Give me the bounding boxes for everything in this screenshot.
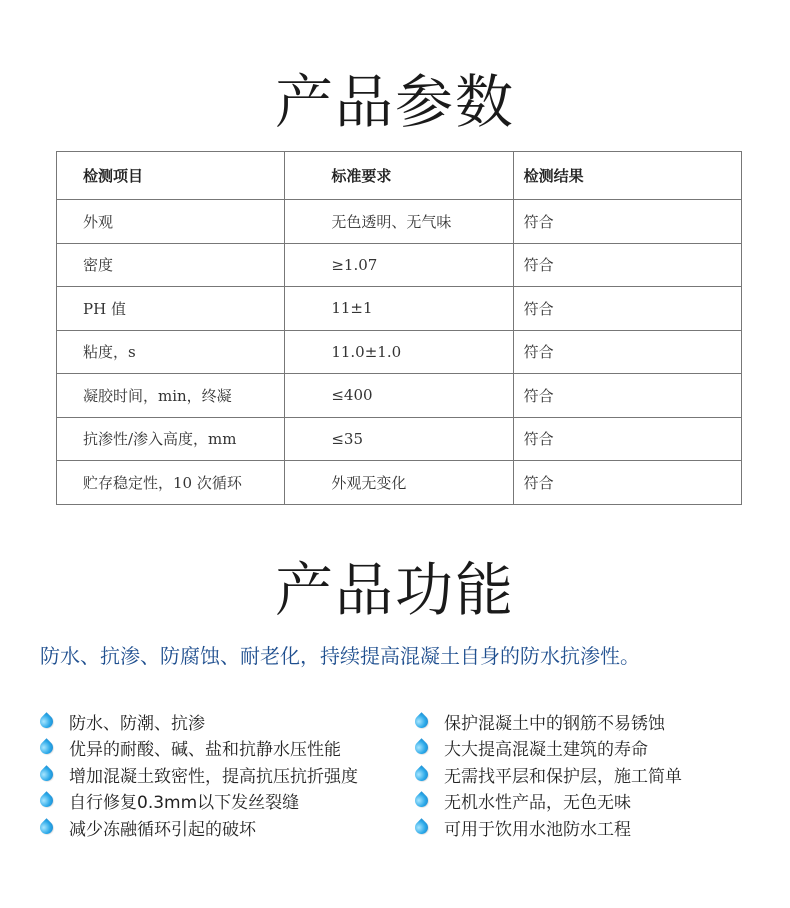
cell-result: 符合 <box>513 200 741 244</box>
feature-text: 减少冻融循环引起的破坏 <box>69 819 256 840</box>
cell-item: 粘度，s <box>57 330 285 374</box>
features-list-right <box>415 708 682 841</box>
table-row <box>57 200 742 244</box>
feature-text: 可用于饮用水池防水工程 <box>444 819 631 840</box>
water-drop-icon <box>37 765 55 783</box>
table-header-row <box>57 152 742 200</box>
header-standard: 标准要求 <box>285 152 513 200</box>
table-row <box>57 417 742 461</box>
table-row <box>57 374 742 418</box>
table-row <box>57 243 742 287</box>
list-item <box>40 814 358 841</box>
function-section-title: 产品功能 <box>274 556 515 624</box>
cell-result: 符合 <box>513 417 741 461</box>
list-item <box>40 788 358 815</box>
list-item <box>415 814 682 841</box>
cell-item: 外观 <box>57 200 285 244</box>
features-list-left <box>40 708 358 841</box>
feature-text: 保护混凝土中的钢筋不易锈蚀 <box>444 713 665 734</box>
table-row <box>57 287 742 331</box>
water-drop-icon <box>37 739 55 757</box>
list-item <box>40 735 358 762</box>
feature-text: 无机水性产品，无色无味 <box>444 793 631 814</box>
cell-result: 符合 <box>513 330 741 374</box>
feature-text: 大大提高混凝土建筑的寿命 <box>444 740 648 761</box>
cell-standard: 11±1 <box>285 287 513 331</box>
cell-item: 凝胶时间，min，终凝 <box>57 374 285 418</box>
water-drop-icon <box>37 818 55 836</box>
table-row <box>57 330 742 374</box>
header-result: 检测结果 <box>513 152 741 200</box>
feature-text: 增加混凝土致密性，提高抗压抗折强度 <box>69 766 358 787</box>
cell-standard: ≤400 <box>285 374 513 418</box>
water-drop-icon <box>37 712 55 730</box>
water-drop-icon <box>37 792 55 810</box>
list-item <box>40 708 358 735</box>
list-item <box>415 708 682 735</box>
feature-text: 防水、防潮、抗渗 <box>69 713 205 734</box>
water-drop-icon <box>412 792 430 810</box>
cell-result: 符合 <box>513 461 741 505</box>
cell-item: PH 值 <box>57 287 285 331</box>
cell-result: 符合 <box>513 287 741 331</box>
cell-item: 贮存稳定性，10 次循环 <box>57 461 285 505</box>
feature-text: 优异的耐酸、碱、盐和抗静水压性能 <box>69 740 341 761</box>
list-item <box>415 788 682 815</box>
cell-standard: ≤35 <box>285 417 513 461</box>
cell-result: 符合 <box>513 243 741 287</box>
feature-text: 无需找平层和保护层，施工简单 <box>444 766 682 787</box>
cell-standard: 11.0±1.0 <box>285 330 513 374</box>
params-table <box>56 151 742 505</box>
cell-item: 抗渗性/渗入高度，mm <box>57 417 285 461</box>
list-item <box>415 761 682 788</box>
function-tagline: 防水、抗渗、防腐蚀、耐老化，持续提高混凝土自身的防水抗渗性。 <box>40 644 640 668</box>
cell-result: 符合 <box>513 374 741 418</box>
list-item <box>40 761 358 788</box>
header-item: 检测项目 <box>57 152 285 200</box>
water-drop-icon <box>412 739 430 757</box>
list-item <box>415 735 682 762</box>
water-drop-icon <box>412 712 430 730</box>
cell-item: 密度 <box>57 243 285 287</box>
water-drop-icon <box>412 765 430 783</box>
cell-standard: ≥1.07 <box>285 243 513 287</box>
water-drop-icon <box>412 818 430 836</box>
cell-standard: 外观无变化 <box>285 461 513 505</box>
table-row <box>57 461 742 505</box>
feature-text: 自行修复0.3mm以下发丝裂缝 <box>69 793 300 814</box>
params-section-title: 产品参数 <box>274 68 515 136</box>
cell-standard: 无色透明、无气味 <box>285 200 513 244</box>
